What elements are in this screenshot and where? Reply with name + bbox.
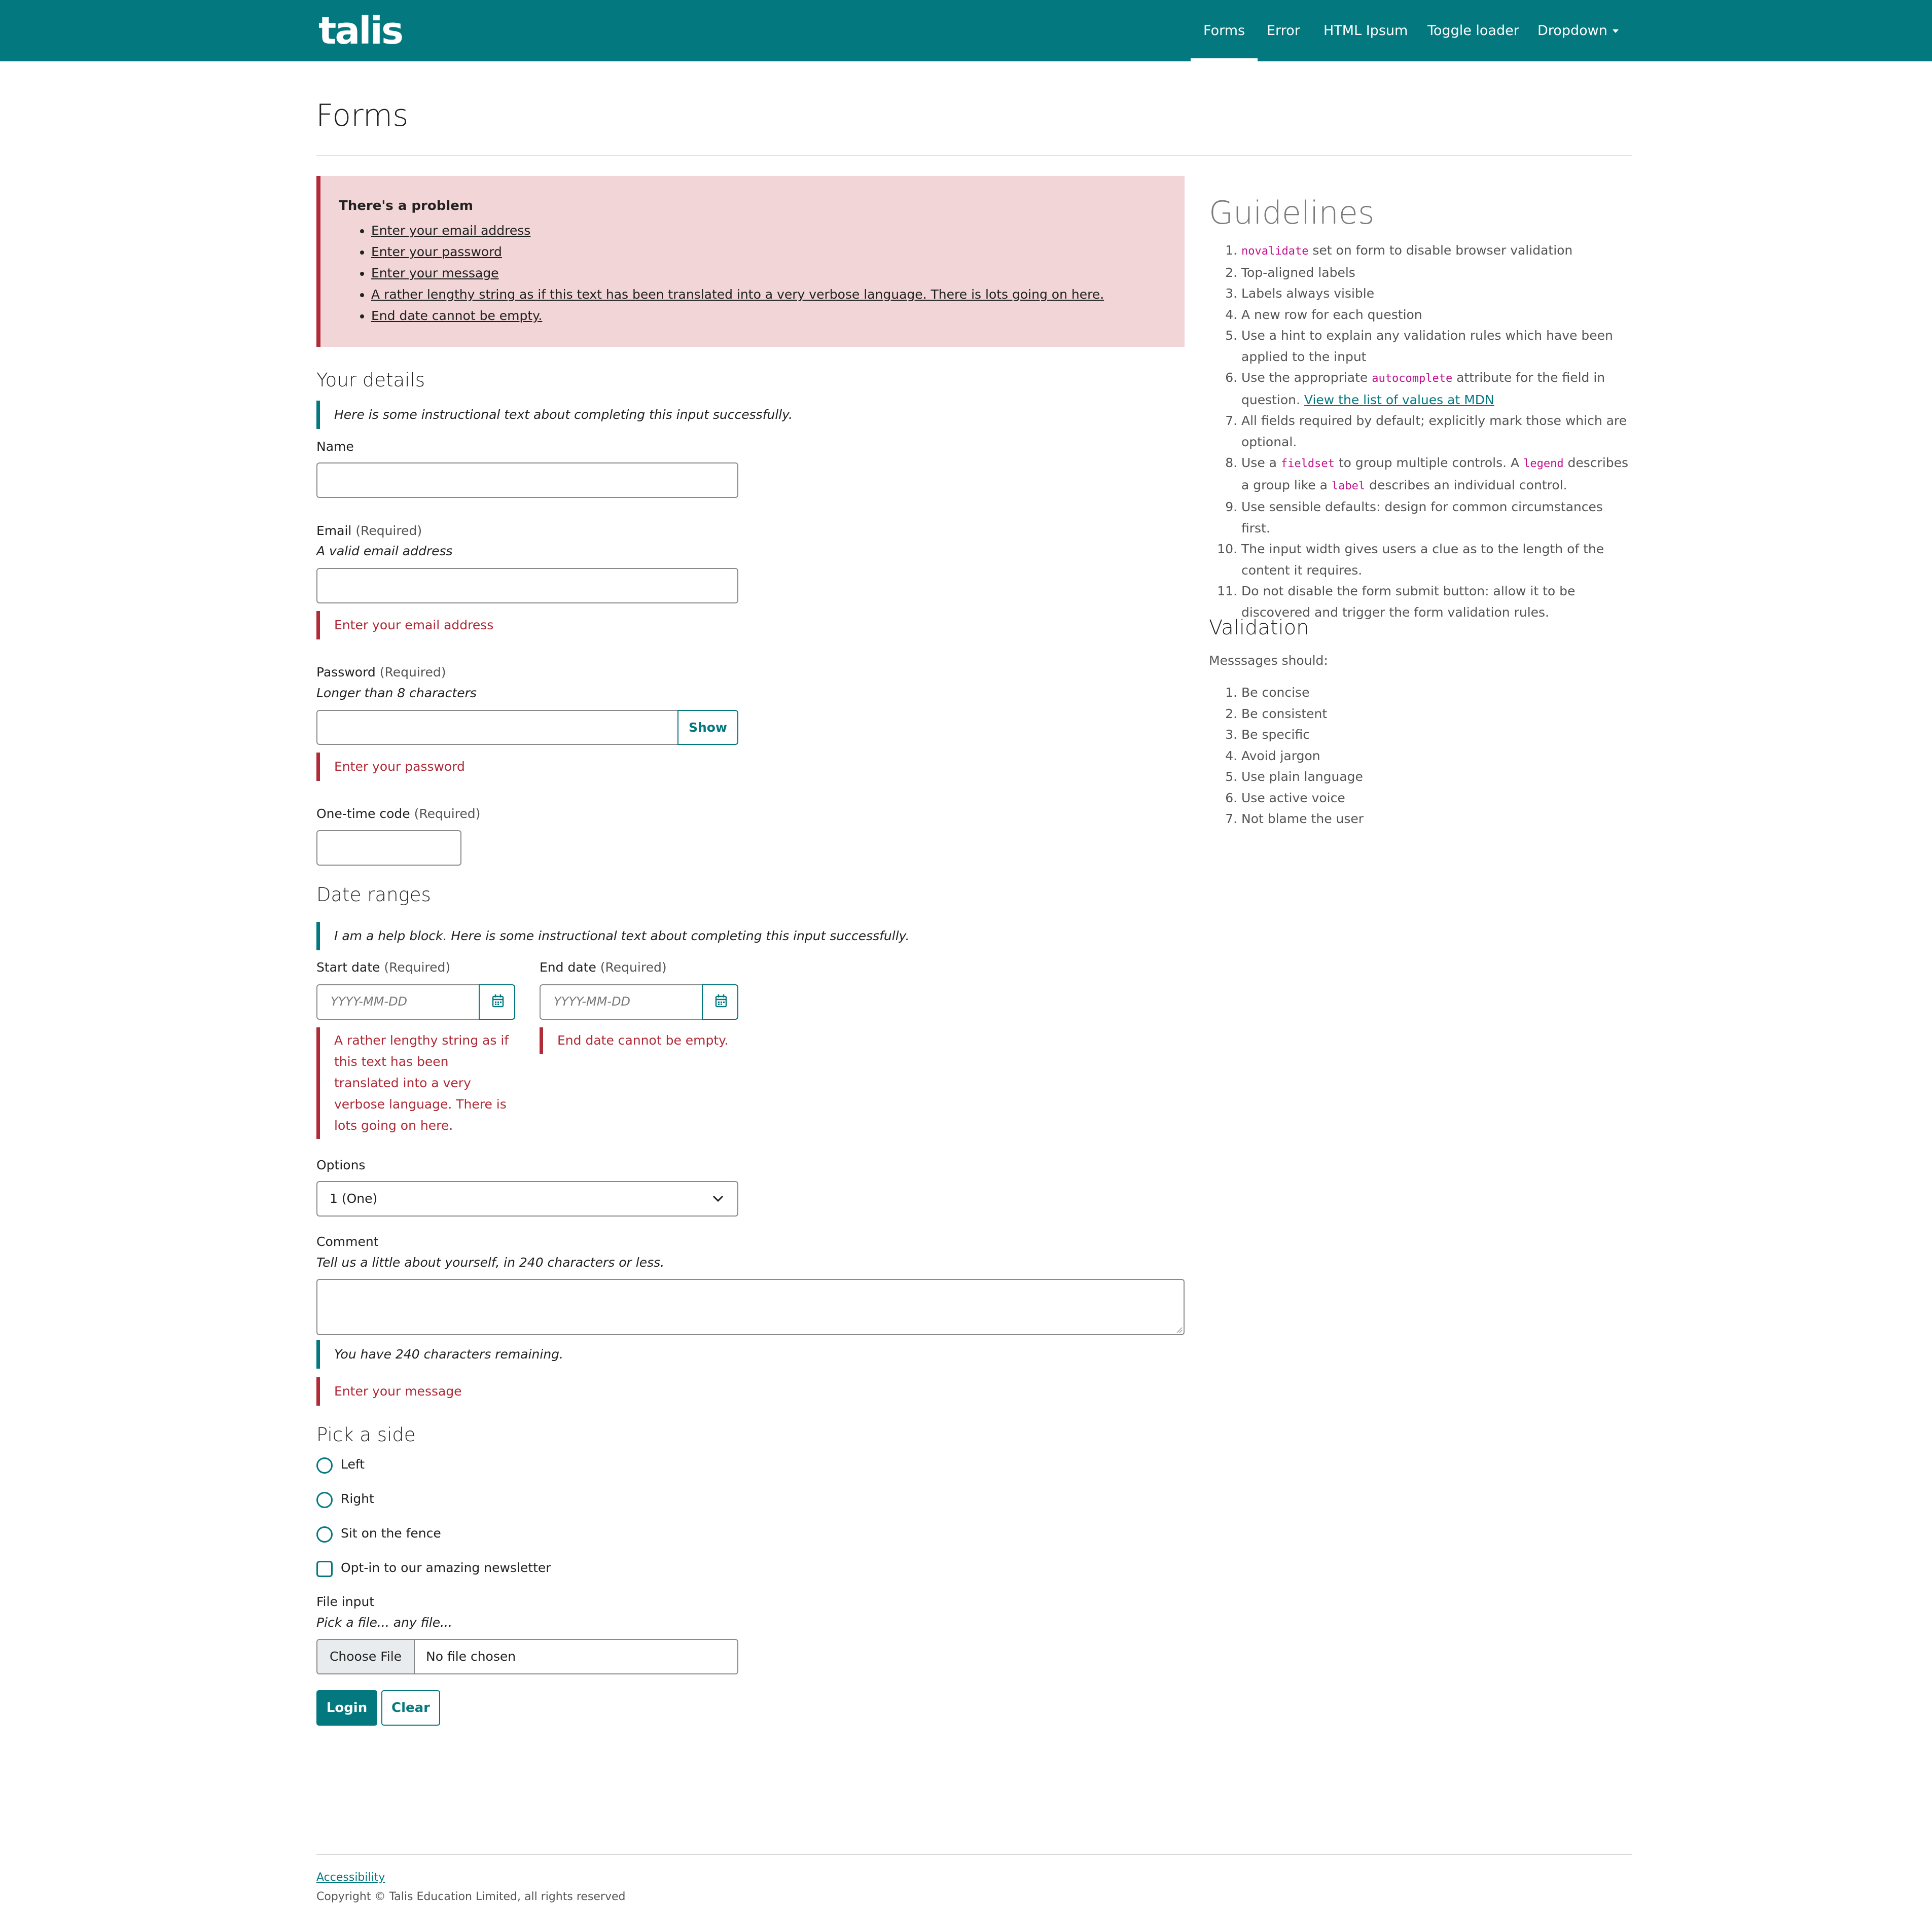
- email-hint: A valid email address: [316, 544, 453, 558]
- comment-remaining: You have 240 characters remaining.: [316, 1340, 563, 1369]
- required-marker: (Required): [379, 665, 446, 680]
- options-label: Options: [316, 1158, 366, 1172]
- options-selected-value: 1 (One): [330, 1191, 378, 1206]
- guideline-text: describes an individual control.: [1365, 477, 1567, 492]
- talis-logo[interactable]: talis: [318, 9, 403, 53]
- required-marker: (Required): [414, 806, 481, 821]
- error-summary: [316, 176, 1185, 347]
- validation-item: 5. Use plain language: [1241, 766, 1632, 788]
- end-date-input[interactable]: [540, 984, 703, 1020]
- guideline-item: 7. All fields required by default; explicitly mark those which are optional.: [1241, 410, 1632, 452]
- guideline-text: set on form to disable browser validation: [1308, 243, 1573, 258]
- mdn-link[interactable]: View the list of values at MDN: [1304, 392, 1494, 407]
- guidelines-list: [1209, 240, 1632, 623]
- validation-item: 1. Be concise: [1241, 682, 1632, 703]
- error-link-end-date[interactable]: End date cannot be empty.: [371, 308, 543, 323]
- newsletter-label[interactable]: Opt-in to our amazing newsletter: [341, 1560, 551, 1575]
- radio-right-label[interactable]: Right: [341, 1491, 374, 1506]
- start-date-label: [316, 960, 450, 975]
- radio-left[interactable]: [316, 1457, 333, 1474]
- start-date-input[interactable]: [316, 984, 480, 1020]
- validation-list: [1209, 682, 1632, 830]
- otp-input[interactable]: [316, 830, 461, 866]
- end-date-error: End date cannot be empty.: [540, 1027, 738, 1054]
- guideline-text: to group multiple controls. A: [1334, 455, 1524, 470]
- validation-heading: Validation: [1209, 616, 1309, 639]
- nav-dropdown-label: Dropdown: [1537, 23, 1607, 39]
- name-label: Name: [316, 439, 354, 454]
- guideline-item: 11. Do not disable the form submit button: allow it to be discovered and trigger the form validation rules.: [1241, 581, 1632, 623]
- code-label: label: [1331, 479, 1366, 492]
- guideline-item: 9. Use sensible defaults: design for common circumstances first.: [1241, 496, 1632, 539]
- guideline-text: describes a group like a: [1241, 455, 1629, 492]
- nav-item-toggle-loader[interactable]: Toggle loader: [1427, 23, 1519, 39]
- file-input-label: File input: [316, 1594, 375, 1609]
- error-summary-item: [371, 284, 1104, 305]
- required-marker: (Required): [384, 960, 451, 975]
- nav-item-forms[interactable]: Forms: [1203, 0, 1245, 61]
- options-select[interactable]: [316, 1181, 738, 1217]
- page-title: Forms: [316, 98, 409, 133]
- error-summary-list: [339, 220, 1104, 327]
- guideline-item: 3. Labels always visible: [1241, 283, 1632, 304]
- guideline-item: 10. The input width gives users a clue as to the length of the content it requires.: [1241, 539, 1632, 581]
- guideline-item: [1241, 452, 1632, 496]
- nav-item-html-ipsum[interactable]: HTML Ipsum: [1323, 23, 1408, 39]
- email-input[interactable]: [316, 568, 738, 603]
- guideline-text: Use the appropriate: [1241, 370, 1372, 385]
- comment-error: Enter your message: [316, 1377, 462, 1406]
- validation-item: 2. Be consistent: [1241, 703, 1632, 725]
- guideline-item: 5. Use a hint to explain any validation rules which have been applied to the input: [1241, 325, 1632, 367]
- validation-item: 3. Be specific: [1241, 724, 1632, 745]
- otp-label-text: One-time code: [316, 806, 410, 821]
- code-legend: legend: [1523, 457, 1564, 470]
- guideline-item: 4. A new row for each question: [1241, 304, 1632, 326]
- file-input-hint: Pick a file... any file...: [316, 1615, 452, 1630]
- code-fieldset: fieldset: [1280, 457, 1335, 470]
- comment-textarea[interactable]: [316, 1279, 1185, 1335]
- details-help-text: Here is some instructional text about completing this input successfully.: [316, 401, 793, 429]
- file-status: No file chosen: [426, 1649, 516, 1664]
- end-date-calendar-button[interactable]: [702, 984, 738, 1020]
- dates-help-text: I am a help block. Here is some instructional text about completing this input successfully.: [316, 922, 909, 950]
- validation-item: 6. Use active voice: [1241, 788, 1632, 809]
- guideline-item: 2. Top-aligned labels: [1241, 262, 1632, 283]
- calendar-icon: [703, 985, 739, 1019]
- error-link-password[interactable]: Enter your password: [371, 244, 502, 259]
- start-date-calendar-button[interactable]: [479, 984, 515, 1020]
- error-summary-item: [371, 241, 1104, 263]
- email-label: [316, 523, 422, 538]
- chevron-down-icon: [712, 1194, 724, 1203]
- name-input[interactable]: [316, 462, 738, 498]
- show-password-button[interactable]: Show: [677, 710, 738, 745]
- top-navbar: [0, 0, 1932, 61]
- error-summary-item: [371, 220, 1104, 241]
- radio-right[interactable]: [316, 1492, 333, 1508]
- email-label-text: Email: [316, 523, 352, 538]
- accessibility-link[interactable]: Accessibility: [316, 1871, 385, 1884]
- password-hint: Longer than 8 characters: [316, 686, 477, 700]
- start-date-error: A rather lengthy string as if this text has been translated into a very verbose language. There is lots going on here.: [316, 1027, 515, 1139]
- file-input[interactable]: [316, 1639, 738, 1674]
- error-summary-item: [371, 263, 1104, 284]
- end-date-label: [540, 960, 667, 975]
- end-date-label-text: End date: [540, 960, 596, 975]
- footer-divider: [316, 1854, 1632, 1855]
- end-date-placeholder: YYYY-MM-DD: [554, 994, 631, 1009]
- guidelines-title: Guidelines: [1209, 194, 1375, 231]
- comment-label: Comment: [316, 1234, 379, 1249]
- guideline-item: [1241, 240, 1632, 262]
- password-label-text: Password: [316, 665, 376, 680]
- comment-hint: Tell us a little about yourself, in 240 characters or less.: [316, 1255, 665, 1270]
- required-marker: (Required): [600, 960, 667, 975]
- title-divider: [316, 155, 1632, 156]
- validation-item: 7. Not blame the user: [1241, 808, 1632, 830]
- calendar-icon: [480, 985, 516, 1019]
- otp-label: [316, 806, 480, 821]
- validation-intro: Messsages should:: [1209, 653, 1328, 668]
- resize-handle-icon[interactable]: [1175, 1326, 1183, 1333]
- error-summary-title: There's a problem: [339, 198, 473, 213]
- pick-side-heading: Pick a side: [316, 1424, 416, 1446]
- radio-left-label[interactable]: Left: [341, 1457, 365, 1472]
- error-link-start-date[interactable]: A rather lengthy string as if this text has been translated into a very verbose language. There is lots going on here.: [371, 287, 1104, 302]
- guideline-item: [1241, 367, 1632, 410]
- error-summary-item: [371, 305, 1104, 327]
- radio-fence-label[interactable]: Sit on the fence: [341, 1526, 441, 1541]
- code-novalidate: novalidate: [1241, 245, 1309, 258]
- date-ranges-heading: Date ranges: [316, 884, 431, 906]
- copyright-text: Copyright © Talis Education Limited, all rights reserved: [316, 1890, 626, 1903]
- error-link-email[interactable]: Enter your email address: [371, 223, 531, 238]
- nav-item-dropdown[interactable]: [1537, 0, 1619, 61]
- start-date-label-text: Start date: [316, 960, 380, 975]
- newsletter-checkbox[interactable]: [316, 1561, 333, 1577]
- start-date-placeholder: YYYY-MM-DD: [331, 994, 408, 1009]
- guideline-text: Use a: [1241, 455, 1281, 470]
- password-input[interactable]: [316, 710, 678, 745]
- your-details-heading: Your details: [316, 369, 425, 391]
- choose-file-button[interactable]: Choose File: [317, 1640, 415, 1673]
- required-marker: (Required): [355, 523, 422, 538]
- password-label: [316, 665, 446, 680]
- nav-item-error[interactable]: Error: [1267, 23, 1300, 39]
- caret-down-icon: [1613, 29, 1619, 33]
- login-button[interactable]: Login: [316, 1690, 377, 1726]
- email-error: Enter your email address: [316, 611, 493, 639]
- password-error: Enter your password: [316, 753, 465, 781]
- error-link-message[interactable]: Enter your message: [371, 266, 499, 280]
- clear-button[interactable]: Clear: [381, 1690, 440, 1726]
- guideline-text: attribute for the field in question.: [1241, 370, 1605, 407]
- radio-sit-on-fence[interactable]: [316, 1526, 333, 1543]
- code-autocomplete: autocomplete: [1372, 372, 1453, 385]
- validation-item: 4. Avoid jargon: [1241, 745, 1632, 767]
